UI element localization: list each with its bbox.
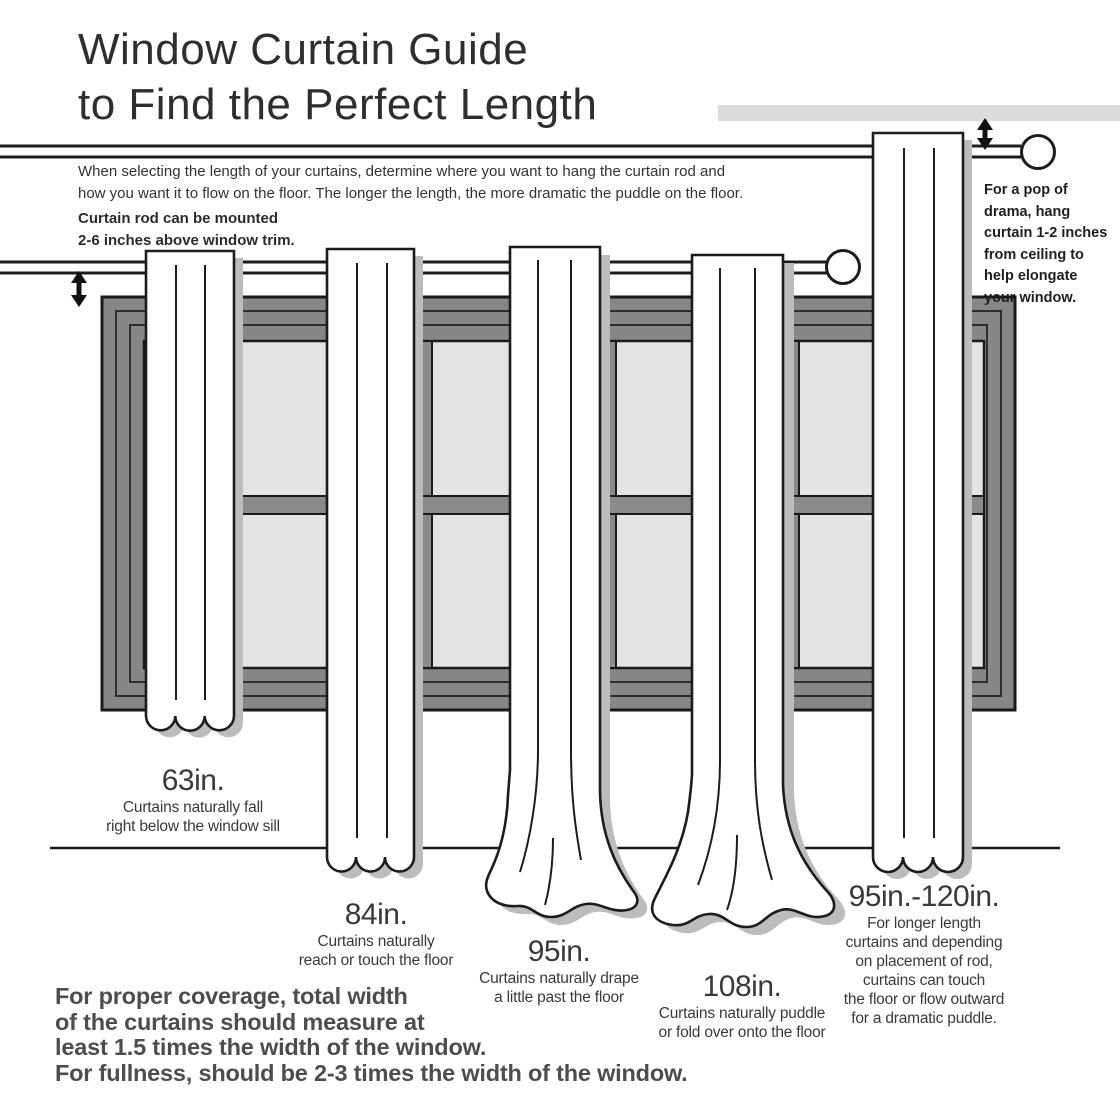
length-desc-line: a little past the floor (494, 989, 624, 1006)
length-label-95-120in (804, 880, 1044, 1028)
intro-line: When selecting the length of your curtains, determine where you want to hang the curtain rod and (78, 163, 726, 180)
length-desc-line: Curtains naturally (317, 933, 435, 950)
coverage-note-line: of the curtains should measure at (55, 1008, 425, 1035)
ceiling-hang-note-line: curtain 1-2 inches (984, 225, 1108, 241)
length-desc-95-120in (804, 914, 1044, 1028)
coverage-note-line: For proper coverage, total width (55, 983, 408, 1009)
rod-mount-note-line: 2-6 inches above window trim. (78, 232, 295, 249)
length-desc-line: Curtains naturally puddle (658, 1005, 826, 1022)
ceiling-bar (718, 105, 1120, 121)
length-desc-line: curtains can touch (862, 972, 986, 989)
rod-mount-note-line: Curtain rod can be mounted (78, 210, 279, 227)
curtain-95-120in (873, 133, 972, 879)
length-desc-line: curtains and depending (845, 934, 1003, 951)
length-value-95-120in: 95in.-120in. (848, 880, 1000, 913)
ceiling-hang-note-line: For a pop of (984, 182, 1068, 198)
intro-line: how you want it to flow on the floor. The longer the length, the more dramatic the puddle on the floor. (78, 185, 744, 202)
length-desc-line: or fold over onto the floor (658, 1024, 826, 1041)
window-rod-finial (827, 251, 860, 284)
ceiling-rod-finial (1022, 136, 1055, 169)
coverage-note-line: least 1.5 times the width of the window. (55, 1034, 487, 1060)
curtain-63in (146, 251, 243, 738)
ceiling-hang-note-line: help elongate (984, 268, 1078, 284)
length-value-108in: 108in. (702, 970, 782, 1003)
intro-paragraph (78, 161, 743, 205)
curtain-63in-body (146, 251, 234, 731)
length-desc-line: For longer length (867, 915, 981, 932)
page-title-line2: to Find the Perfect Length (78, 80, 598, 129)
length-desc-line: on placement of rod, (855, 953, 993, 970)
length-label-84in (276, 898, 476, 970)
length-desc-63in (93, 798, 293, 836)
curtain-95-120in-body (873, 133, 963, 872)
curtain-84in-body (327, 249, 414, 872)
length-label-63in (93, 764, 293, 836)
ceiling-hang-note-line: from ceiling to (984, 246, 1084, 263)
length-desc-line: right below the window sill (106, 818, 280, 835)
length-desc-line: the floor or flow outward (843, 991, 1005, 1008)
ceiling-hang-note-line: your window. (984, 289, 1077, 306)
length-value-84in: 84in. (344, 898, 408, 931)
ceiling-hang-note (984, 180, 1107, 309)
page-title-line1: Window Curtain Guide (78, 25, 529, 74)
rod-mount-range-arrow-icon (71, 271, 87, 307)
length-value-63in: 63in. (161, 764, 225, 797)
curtain-84in (327, 249, 423, 879)
length-value-95in: 95in. (527, 935, 591, 968)
length-desc-line: reach or touch the floor (298, 952, 454, 969)
length-desc-84in (276, 932, 476, 970)
coverage-note-line: For fullness, should be 2-3 times the width of the window. (55, 1059, 688, 1086)
length-desc-line: Curtains naturally drape (479, 970, 639, 987)
coverage-note (55, 984, 688, 1086)
length-desc-line: for a dramatic puddle. (851, 1010, 997, 1027)
rod-mount-note (78, 208, 295, 252)
length-desc-line: Curtains naturally fall (122, 799, 264, 816)
page-title (78, 22, 597, 132)
ceiling-hang-note-line: drama, hang (984, 203, 1071, 220)
